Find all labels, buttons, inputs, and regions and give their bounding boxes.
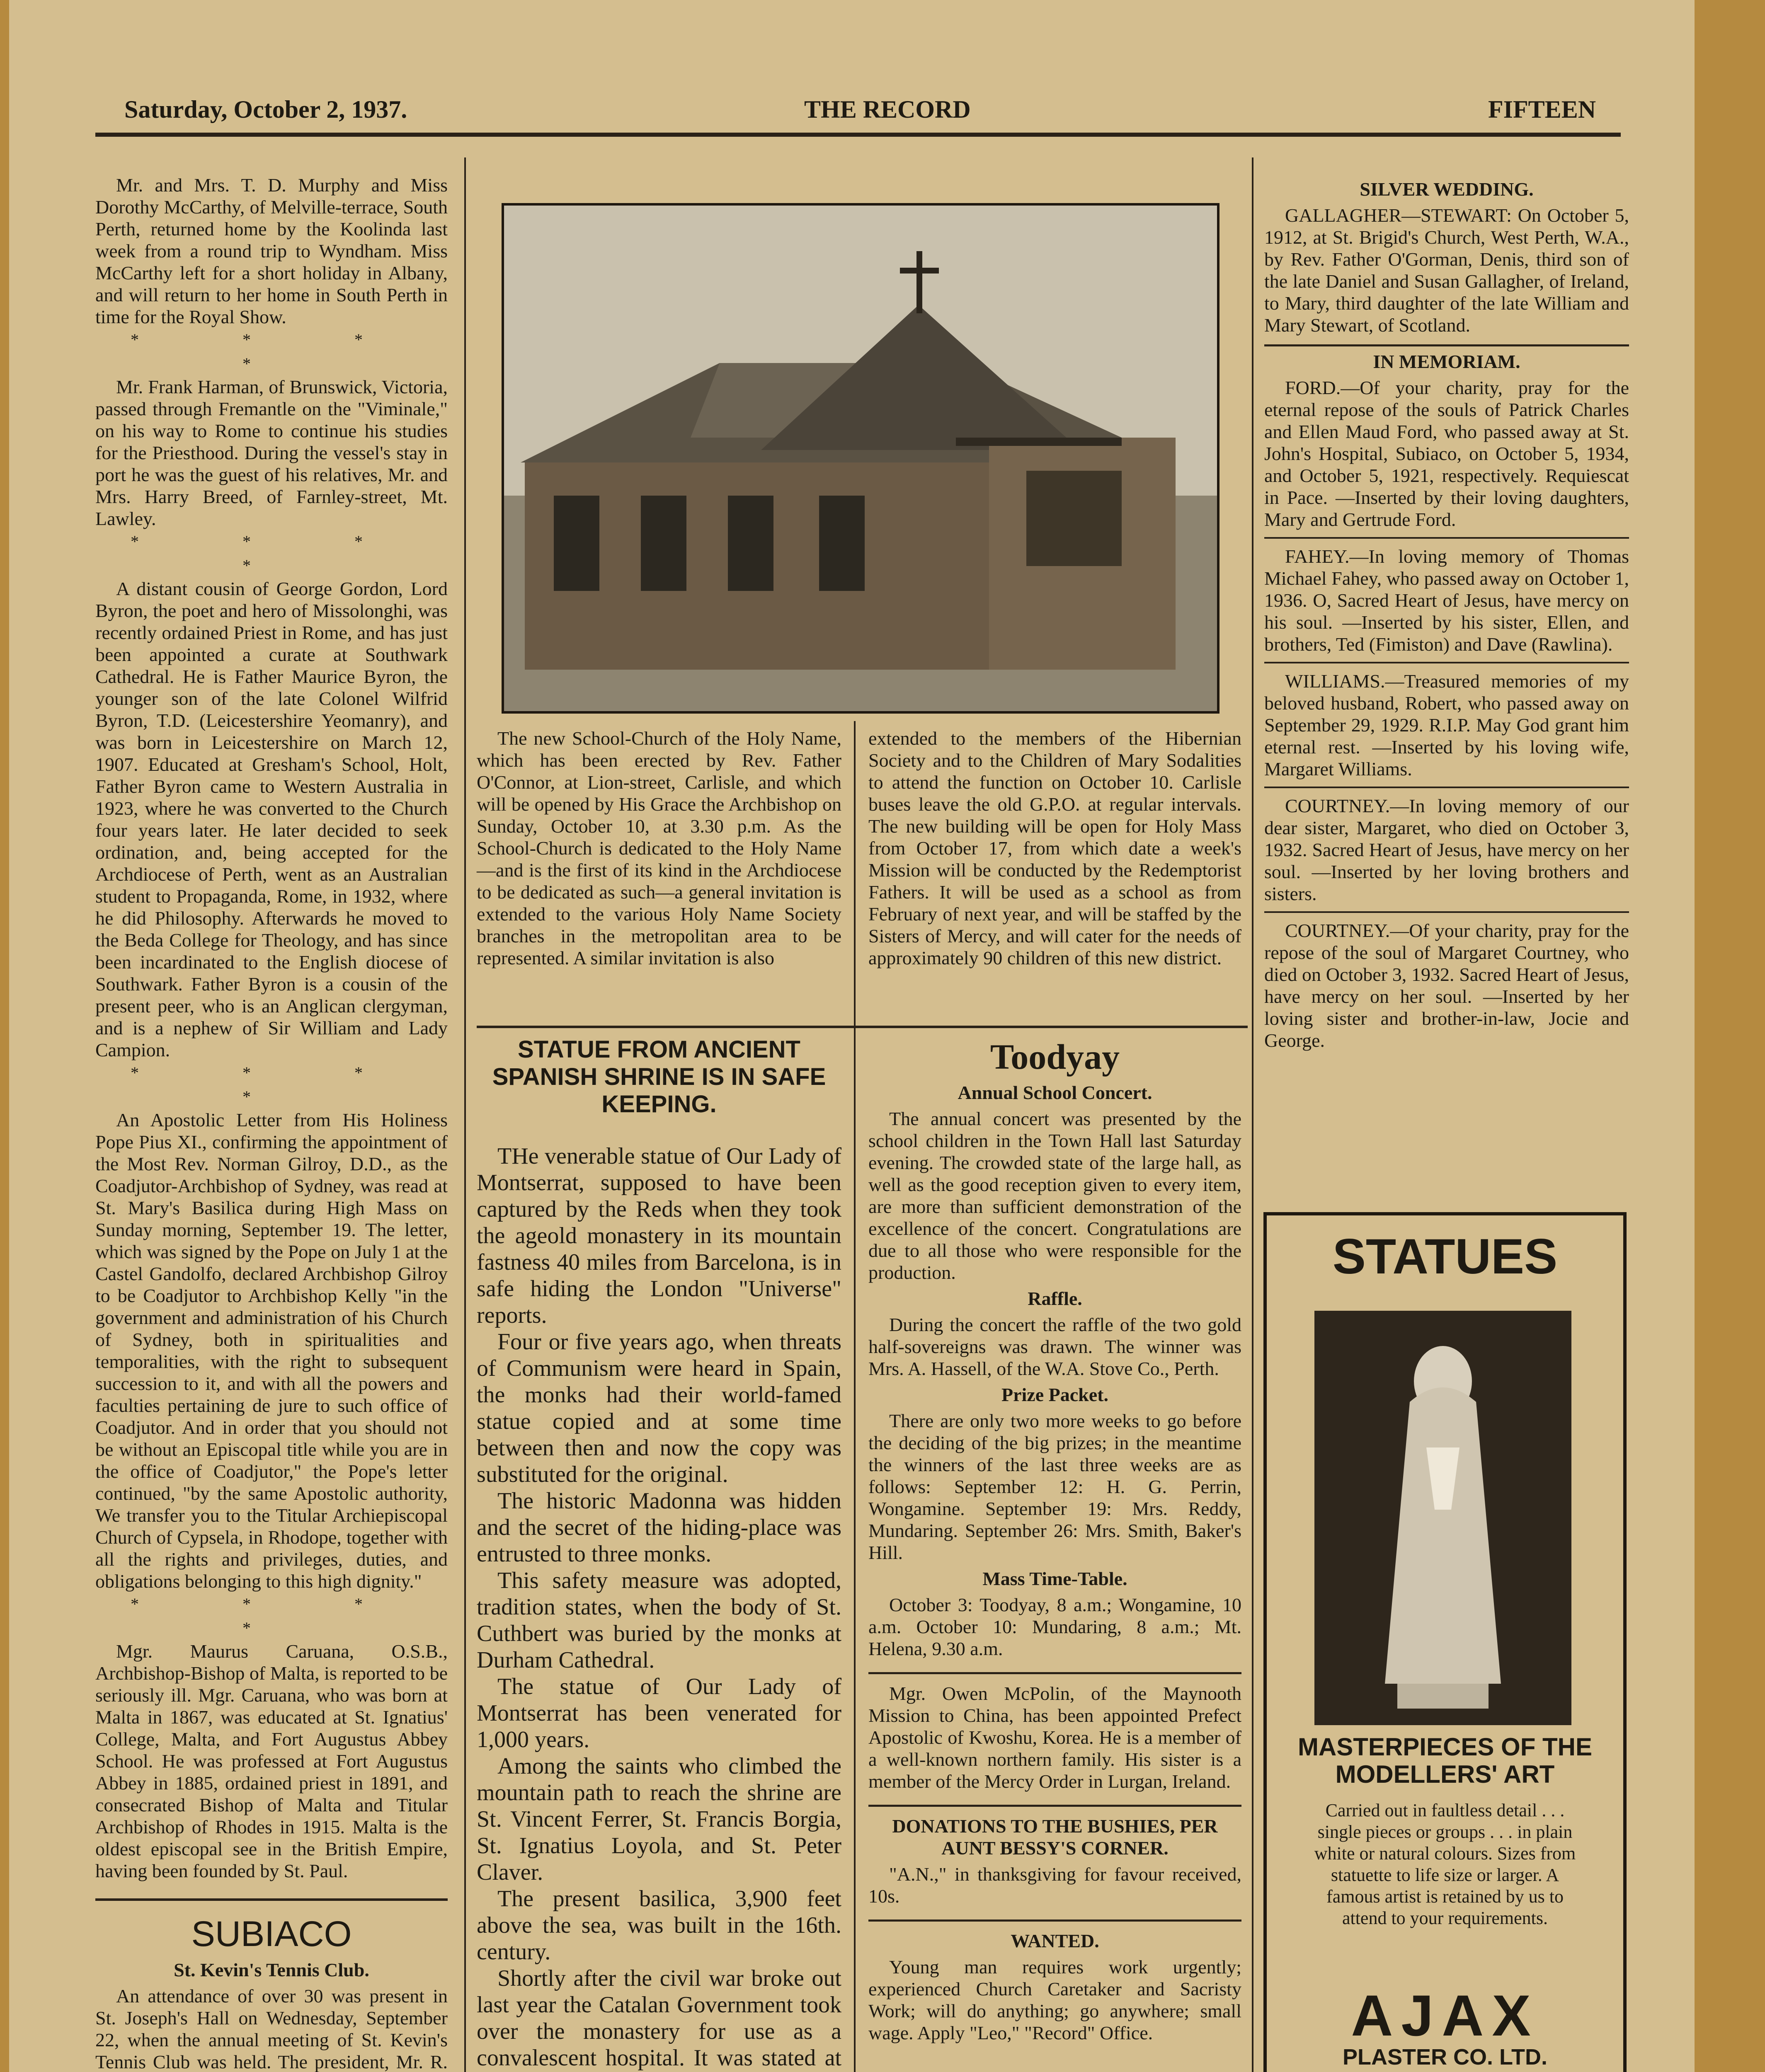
church-photo xyxy=(502,203,1219,714)
memoriam-heading: IN MEMORIAM. xyxy=(1373,351,1520,372)
column-rule xyxy=(854,721,856,2072)
column-rule xyxy=(1252,157,1253,2072)
church-illustration xyxy=(504,206,1217,711)
divider xyxy=(868,1805,1241,1807)
mass-heading: Mass Time-Table. xyxy=(982,1568,1127,1589)
divider xyxy=(1264,662,1629,663)
notice: WILLIAMS.—Treasured memories of my beloved husband, Robert, who passed away on September 29, 1929. R.I.P. May God grant him eternal rest. —Inserted by his loving wife, Margaret Williams. xyxy=(1264,670,1629,779)
column-one xyxy=(95,174,448,2072)
masthead: THE RECORD xyxy=(804,96,971,123)
prize-heading: Prize Packet. xyxy=(1001,1384,1108,1405)
page-edge xyxy=(1695,0,1765,2072)
ajax-company: PLASTER CO. LTD. xyxy=(1343,2045,1547,2070)
notice: FORD.—Of your charity, pray for the eternal repose of the souls of Patrick Charles and Ellen Maud Ford, who passed away at St. John's Hospital, Subiaco, on October 5, 1934, and October 5, 1921, respectively. Requiescat in Pace. —Inserted by their loving daughters, Mary and Gertrude Ford. xyxy=(1264,377,1629,530)
paragraph: Mr. Frank Harman, of Brunswick, Victoria, passed through Fremantle on the "Viminale," on his way to Rome to continue his studies for the Priesthood. During the vessel's stay in port he was the guest of his relatives, Mr. and Mrs. Harry Breed, of Farnley-street, Mt. Lawley. xyxy=(95,376,448,529)
separator: * * * * xyxy=(131,532,412,575)
paragraph: "A.N.," in thanksgiving for favour received, 10s. xyxy=(868,1864,1241,1907)
wanted-heading: WANTED. xyxy=(1011,1930,1099,1951)
paragraph: There are only two more weeks to go before the deciding of the big prizes; in the meantime the winners of the last three weeks are as follows: September 12: H. G. Perrin, Wongamine. September 19: Mrs. Reddy, Mundaring. September 26: Mrs. Smith, Baker's Hill. xyxy=(868,1410,1241,1563)
concert-heading: Annual School Concert. xyxy=(958,1082,1152,1103)
paragraph: Mgr. Maurus Caruana, O.S.B., Archbishop-Bishop of Malta, is reported to be seriously ill. Mgr. Caruana, who was born at Malta in 1867, was educated at St. Ignatius' College, Malta, and Fort Augustus Abbey School. He was professed at Fort Augustus Abbey in 1885, ordained priest in 1891, and consecrated Bishop of Malta and Titular Archbishop of Rhodes in 1915. Malta is the oldest episcopal see in the British Empire, having been founded by St. Paul. xyxy=(95,1641,448,1881)
raffle-heading: Raffle. xyxy=(1028,1288,1082,1309)
separator: * * * * xyxy=(131,1063,412,1106)
paragraph: This safety measure was adopted, tradition states, when the body of St. Cuthbert was buried by the monks at Durham Cathedral. xyxy=(477,1568,841,1673)
paragraph: Young man requires work urgently; experienced Church Caretaker and Sacristy Work; will do anything; go anywhere; small wage. Apply "Leo," "Record" Office. xyxy=(868,1956,1241,2043)
separator: * * * * xyxy=(131,330,412,373)
header-rule xyxy=(95,133,1621,137)
photo-caption-left xyxy=(477,727,841,969)
notice: FAHEY.—In loving memory of Thomas Michael Fahey, who passed away on October 1, 1936. O, Sacred Heart of Jesus, have mercy on his soul. —Inserted by his sister, Ellen, and brothers, Ted (Fimiston) and Dave (Rawlina). xyxy=(1264,546,1629,655)
ajax-brand: AJAX xyxy=(1351,1983,1539,2048)
paragraph: The statue of Our Lady of Montserrat has been venerated for 1,000 years. xyxy=(477,1674,841,1752)
toodyay-column xyxy=(868,1036,1241,2044)
issue-date: Saturday, October 2, 1937. xyxy=(124,96,407,123)
paragraph: GALLAGHER—STEWART: On October 5, 1912, at St. Brigid's Church, West Perth, W.A., by Rev. Father O'Gorman, Denis, third son of the late Daniel and Susan Gallagher, of Ireland, to Mary, third daughter of the late William and Mary Stewart, of Scotland. xyxy=(1264,205,1629,336)
divider xyxy=(868,1920,1241,1922)
page-number: FIFTEEN xyxy=(1488,96,1596,123)
divider xyxy=(1264,787,1629,788)
paragraph: An Apostolic Letter from His Holiness Pope Pius XI., confirming the appointment of the Most Rev. Norman Gilroy, D.D., as the Coadjutor-Archbishop of Sydney, was read at St. Mary's Basilica during High Mass on Sunday morning, September 19. The letter, which was signed by the Pope on July 1 at the Castel Gandolfo, declared Archbishop Gilroy to be Coadjutor to Archbishop Kelly "in the government and administration of his Church of Sydney, both in spiritualities and temporalities, with the right to subsequent succession to it, and with all the powers and faculties pertaining de jure to such office of Coadjutor. And in order that you should not be without an Episcopal title while you are in the office of Coadjutor," the Pope's letter continued, "by the same Apostolic authority, We transfer you to the Titular Archiepiscopal Church of Cypsela, in Rhodope, together with all the rights and privileges, duties, and obligations belonging to this high dignity." xyxy=(95,1109,448,1592)
divider xyxy=(1264,537,1629,539)
column-rule xyxy=(464,157,466,2072)
paragraph: Four or five years ago, when threats of Communism were heard in Spain, the monks had their world-famed statue copied and at some time between then and now the copy was substituted for the original. xyxy=(477,1329,841,1487)
page-header xyxy=(108,79,1617,153)
paragraph: Shortly after the civil war broke out last year the Catalan Government took over the monastery for use as a convalescent hospital. It was stated at xyxy=(477,1965,841,2071)
paragraph: A distant cousin of George Gordon, Lord Byron, the poet and hero of Missolonghi, was recently ordained Priest in Rome, and has just been appointed a curate at Southwark Cathedral. He is Father Maurice Byron, the younger son of the late Colonel Wilfrid Byron, T.D. (Leicestershire Yeomanry), and was born in Leicestershire on March 12, 1907. Educated at Gresham's School, Holt, Father Byron came to Western Australia in 1923, where he was converted to the Church four years later. He later decided to seek ordination, and, being accepted for the Archdiocese of Perth, went as an Australian student to Propaganda, Rome, in 1932, where he did Philosophy. Afterwards he moved to the Beda College for Theology, and has since been incardinated to the English diocese of Southwark. Father Byron is a cousin of the present peer, who is an Anglican clergyman, and is a nephew of Sir William and Lady Campion. xyxy=(95,578,448,1060)
paragraph: An attendance of over 30 was present in St. Joseph's Hall on Wednesday, September 22, when the annual meeting of St. Kevin's Tennis Club was held. The president, Mr. R. xyxy=(95,1985,448,2072)
divider xyxy=(868,1672,1241,1674)
paragraph: The annual concert was presented by the school children in the Town Hall last Saturday evening. The crowded state of the large hall, as well as the good reception given to every item, are more than sufficient demonstration of the excellence of the concert. Congratulations are due to all those who were responsible for the production. xyxy=(868,1108,1241,1283)
notices-column xyxy=(1264,174,1629,1051)
photo-caption-right xyxy=(868,727,1241,969)
divider xyxy=(477,1026,1248,1028)
paragraph: During the concert the raffle of the two gold half-sovereigns was drawn. The winner was Mrs. A. Hassell, of the W.A. Stove Co., Perth. xyxy=(868,1314,1241,1379)
silver-wedding-heading: SILVER WEDDING. xyxy=(1360,179,1534,200)
paragraph: Among the saints who climbed the mountain path to reach the shrine are St. Vincent Ferrer, St. Francis Borgia, St. Ignatius Loyola, and St. Peter Claver. xyxy=(477,1753,841,1885)
notice: COURTNEY.—In loving memory of our dear sister, Margaret, who died on October 3, 1932. Sacred Heart of Jesus, have mercy on her soul. —Inserted by her loving brothers and sisters. xyxy=(1264,795,1629,904)
statue-article xyxy=(477,1036,841,2072)
madonna-statue-image xyxy=(1314,1311,1571,1725)
paragraph: THe venerable statue of Our Lady of Montserrat, supposed to have been captured by the Reds when they took the ageold monastery in its mountain fastness 40 miles from Barcelona, is in safe hiding the London "Universe" reports. xyxy=(477,1143,841,1328)
notice: COURTNEY.—Of your charity, pray for the repose of the soul of Margaret Courtney, who died on October 3, 1932. Sacred Heart of Jesus, have mercy on her soul. —Inserted by her loving sister and brother-in-law, Jocie and George. xyxy=(1264,920,1629,1051)
tennis-heading: St. Kevin's Tennis Club. xyxy=(174,1959,369,1980)
statue-headline: STATUE FROM ANCIENT SPANISH SHRINE IS IN SAFE KEEPING. xyxy=(492,1036,826,1118)
divider xyxy=(1264,911,1629,913)
paragraph: October 3: Toodyay, 8 a.m.; Wongamine, 10 a.m. October 10: Mundaring, 8 a.m.; Mt. Helena, 9.30 a.m. xyxy=(868,1594,1241,1659)
statues-advertisement xyxy=(1263,1212,1627,2072)
bushies-heading: DONATIONS TO THE BUSHIES, PER AUNT BESSY'S CORNER. xyxy=(892,1815,1218,1859)
ad-body: Carried out in faultless detail . . . single pieces or groups . . . in plain white or natural colours. Sizes from statuette to life size or larger. A famous artist is retained by us to attend to your requirements. xyxy=(1314,1800,1576,1928)
caption-text: extended to the members of the Hibernian Society and to the Children of Mary Sodalities to attend the function on October 10. Carlisle buses leave the old G.P.O. at regular intervals. The new building will be open for Holy Mass from October 17, from which date a week's Mission will be conducted by the Redemptorist Fathers. It will be used as a school as from February of next year, and will be staffed by the Sisters of Mercy, and will cater for the needs of approximately 90 children of this new district. xyxy=(868,728,1241,968)
divider xyxy=(95,1898,448,1901)
subiaco-heading: SUBIACO xyxy=(191,1914,352,1954)
ad-subtitle: MASTERPIECES OF THE MODELLERS' ART xyxy=(1297,1733,1593,1788)
toodyay-heading: Toodyay xyxy=(990,1037,1120,1077)
caption-text: The new School-Church of the Holy Name, which has been erected by Rev. Father O'Connor, at Lion-street, Carlisle, and which will be opened by His Grace the Archbishop on Sunday, October 10, at 3.30 p.m. As the School-Church is dedicated to the Holy Name—and is the first of its kind in the Archdiocese to be dedicated as such—a general invitation is extended to the various Holy Name Society branches in the metropolitan area to be represented. A similar invitation is also xyxy=(477,728,841,968)
separator: * * * * xyxy=(131,1595,412,1637)
divider xyxy=(1264,344,1629,346)
ad-title: STATUES xyxy=(1332,1229,1558,1284)
paragraph: The historic Madonna was hidden and the secret of the hiding-place was entrusted to three monks. xyxy=(477,1488,841,1567)
paragraph: Mr. and Mrs. T. D. Murphy and Miss Dorothy McCarthy, of Melville-terrace, South Perth, returned home by the Koolinda last week from a round trip to Wyndham. Miss McCarthy left for a short holiday in Albany, and will return to her home in South Perth in time for the Royal Show. xyxy=(95,174,448,327)
paragraph: Mgr. Owen McPolin, of the Maynooth Mission to China, has been appointed Prefect Apostolic of Kwoshu, Korea. He is a member of a well-known northern family. His sister is a member of the Mercy Order in Lurgan, Ireland. xyxy=(868,1683,1241,1792)
paragraph: The present basilica, 3,900 feet above the sea, was built in the 16th. century. xyxy=(477,1886,841,1965)
